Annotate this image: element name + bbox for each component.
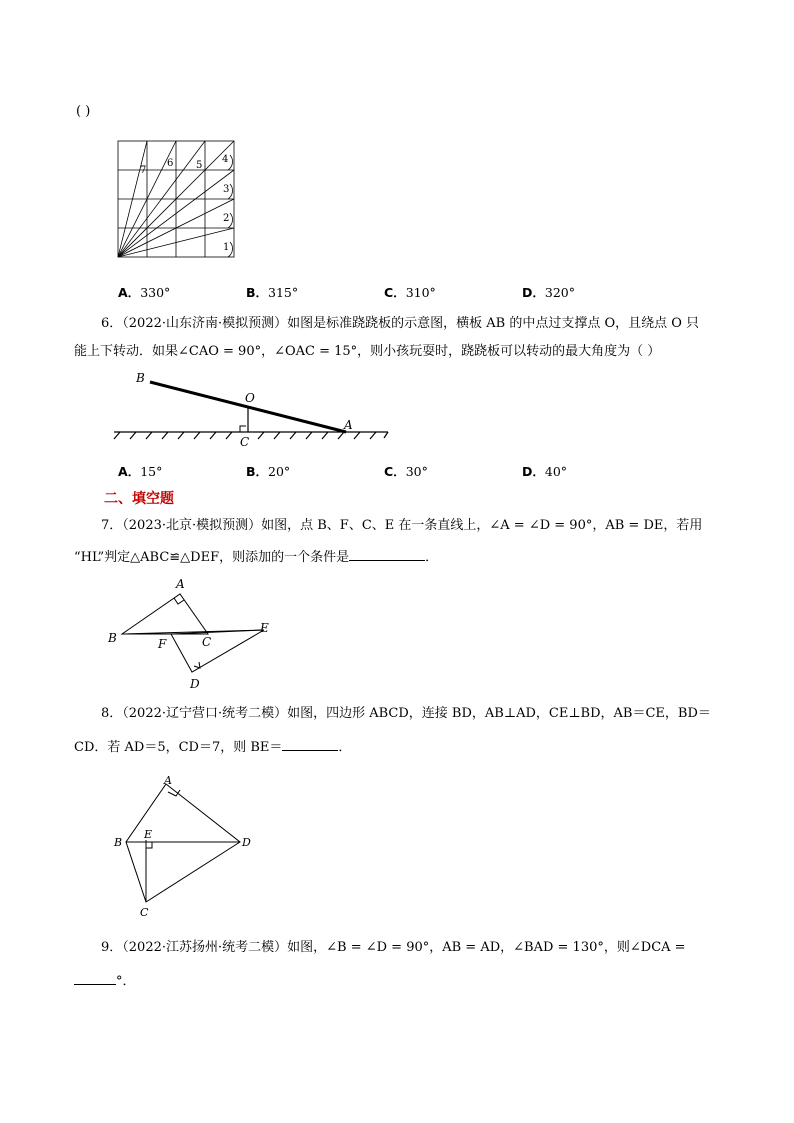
q6-seesaw-figure [110,366,395,450]
q9-stem-line2: °． [74,970,136,992]
q7-label-c: C [202,635,212,649]
q7-label-f: F [158,637,167,651]
q6-stem-line2: 能上下转动．如果∠CAO = 90°，∠OAC = 15°，则小孩玩耍时，跷跷板可以转动的最大角度为（ ） [74,344,661,359]
q8-stem-line2: CD．若 AD＝5，CD＝7，则 BE＝ ． [74,736,351,758]
q8-label-a: A [164,774,172,787]
q8-label-d: D [242,836,251,849]
q7-stem-line1: 7．（2023·北京·模拟预测）如图，点 B、F、C、E 在一条直线上，∠A = ∠D = 90°，AB = DE，若用 [101,518,703,533]
q5-grid-figure [112,136,242,262]
q7-label-a: A [176,577,185,591]
q5-option-d[interactable]: D．320° [522,285,575,300]
q8-answer-blank[interactable] [282,736,338,751]
q5-label-7: 7 [140,165,147,176]
q7-triangles-figure [104,572,284,694]
q6-option-b[interactable]: B．20° [246,464,291,479]
q7-answer-blank[interactable] [349,546,425,561]
q5-label-5: 5 [196,160,203,171]
q7-label-e: E [260,621,269,635]
q9-stem-line1: 9．（2022·江苏扬州·统考二模）如图，∠B = ∠D = 90°，AB = AD，∠BAD = 130°，则∠DCA = [101,940,686,955]
q6-label-c: C [240,435,250,449]
q8-stem-line1: 8．（2022·辽宁营口·统考二模）如图，四边形 ABCD，连接 BD，AB⊥AD，CE⊥BD，AB＝CE，BD＝ [101,706,711,721]
q8-label-b: B [114,836,123,849]
q5-label-2: 2 [223,213,230,224]
q6-label-o: O [245,391,255,405]
q7-stem-line2: “HL”判定△ABC≌△DEF，则添加的一个条件是 ． [74,546,438,568]
q5-label-6: 6 [167,158,174,169]
q5-label-3: 3 [223,184,230,195]
q9-answer-blank[interactable] [74,970,116,985]
q6-stem-line1: 6．（2022·山东济南·模拟预测）如图是标准跷跷板的示意图，横板 AB 的中点过支撑点 O，且绕点 O 只 [101,316,700,331]
q8-label-c: C [140,906,149,919]
q5-option-b[interactable]: B．315° [246,285,299,300]
q5-option-c[interactable]: C．310° [384,285,436,300]
q5-label-4: 4 [222,154,229,165]
q5-option-a[interactable]: A．330° [118,285,171,300]
q5-answer-paren: ( ) [76,104,91,119]
q6-label-b: B [136,371,145,385]
q7-label-d: D [190,677,200,691]
q5-label-1: 1 [223,242,230,253]
q7-label-b: B [108,631,117,645]
q6-option-a[interactable]: A．15° [118,464,163,479]
q8-quadrilateral-figure [110,774,260,920]
q6-label-a: A [344,418,353,432]
q6-option-c[interactable]: C．30° [384,464,428,479]
q8-label-e: E [144,828,153,841]
section-heading-fill-blank: 二、填空题 [104,491,174,507]
q6-option-d[interactable]: D．40° [522,464,568,479]
